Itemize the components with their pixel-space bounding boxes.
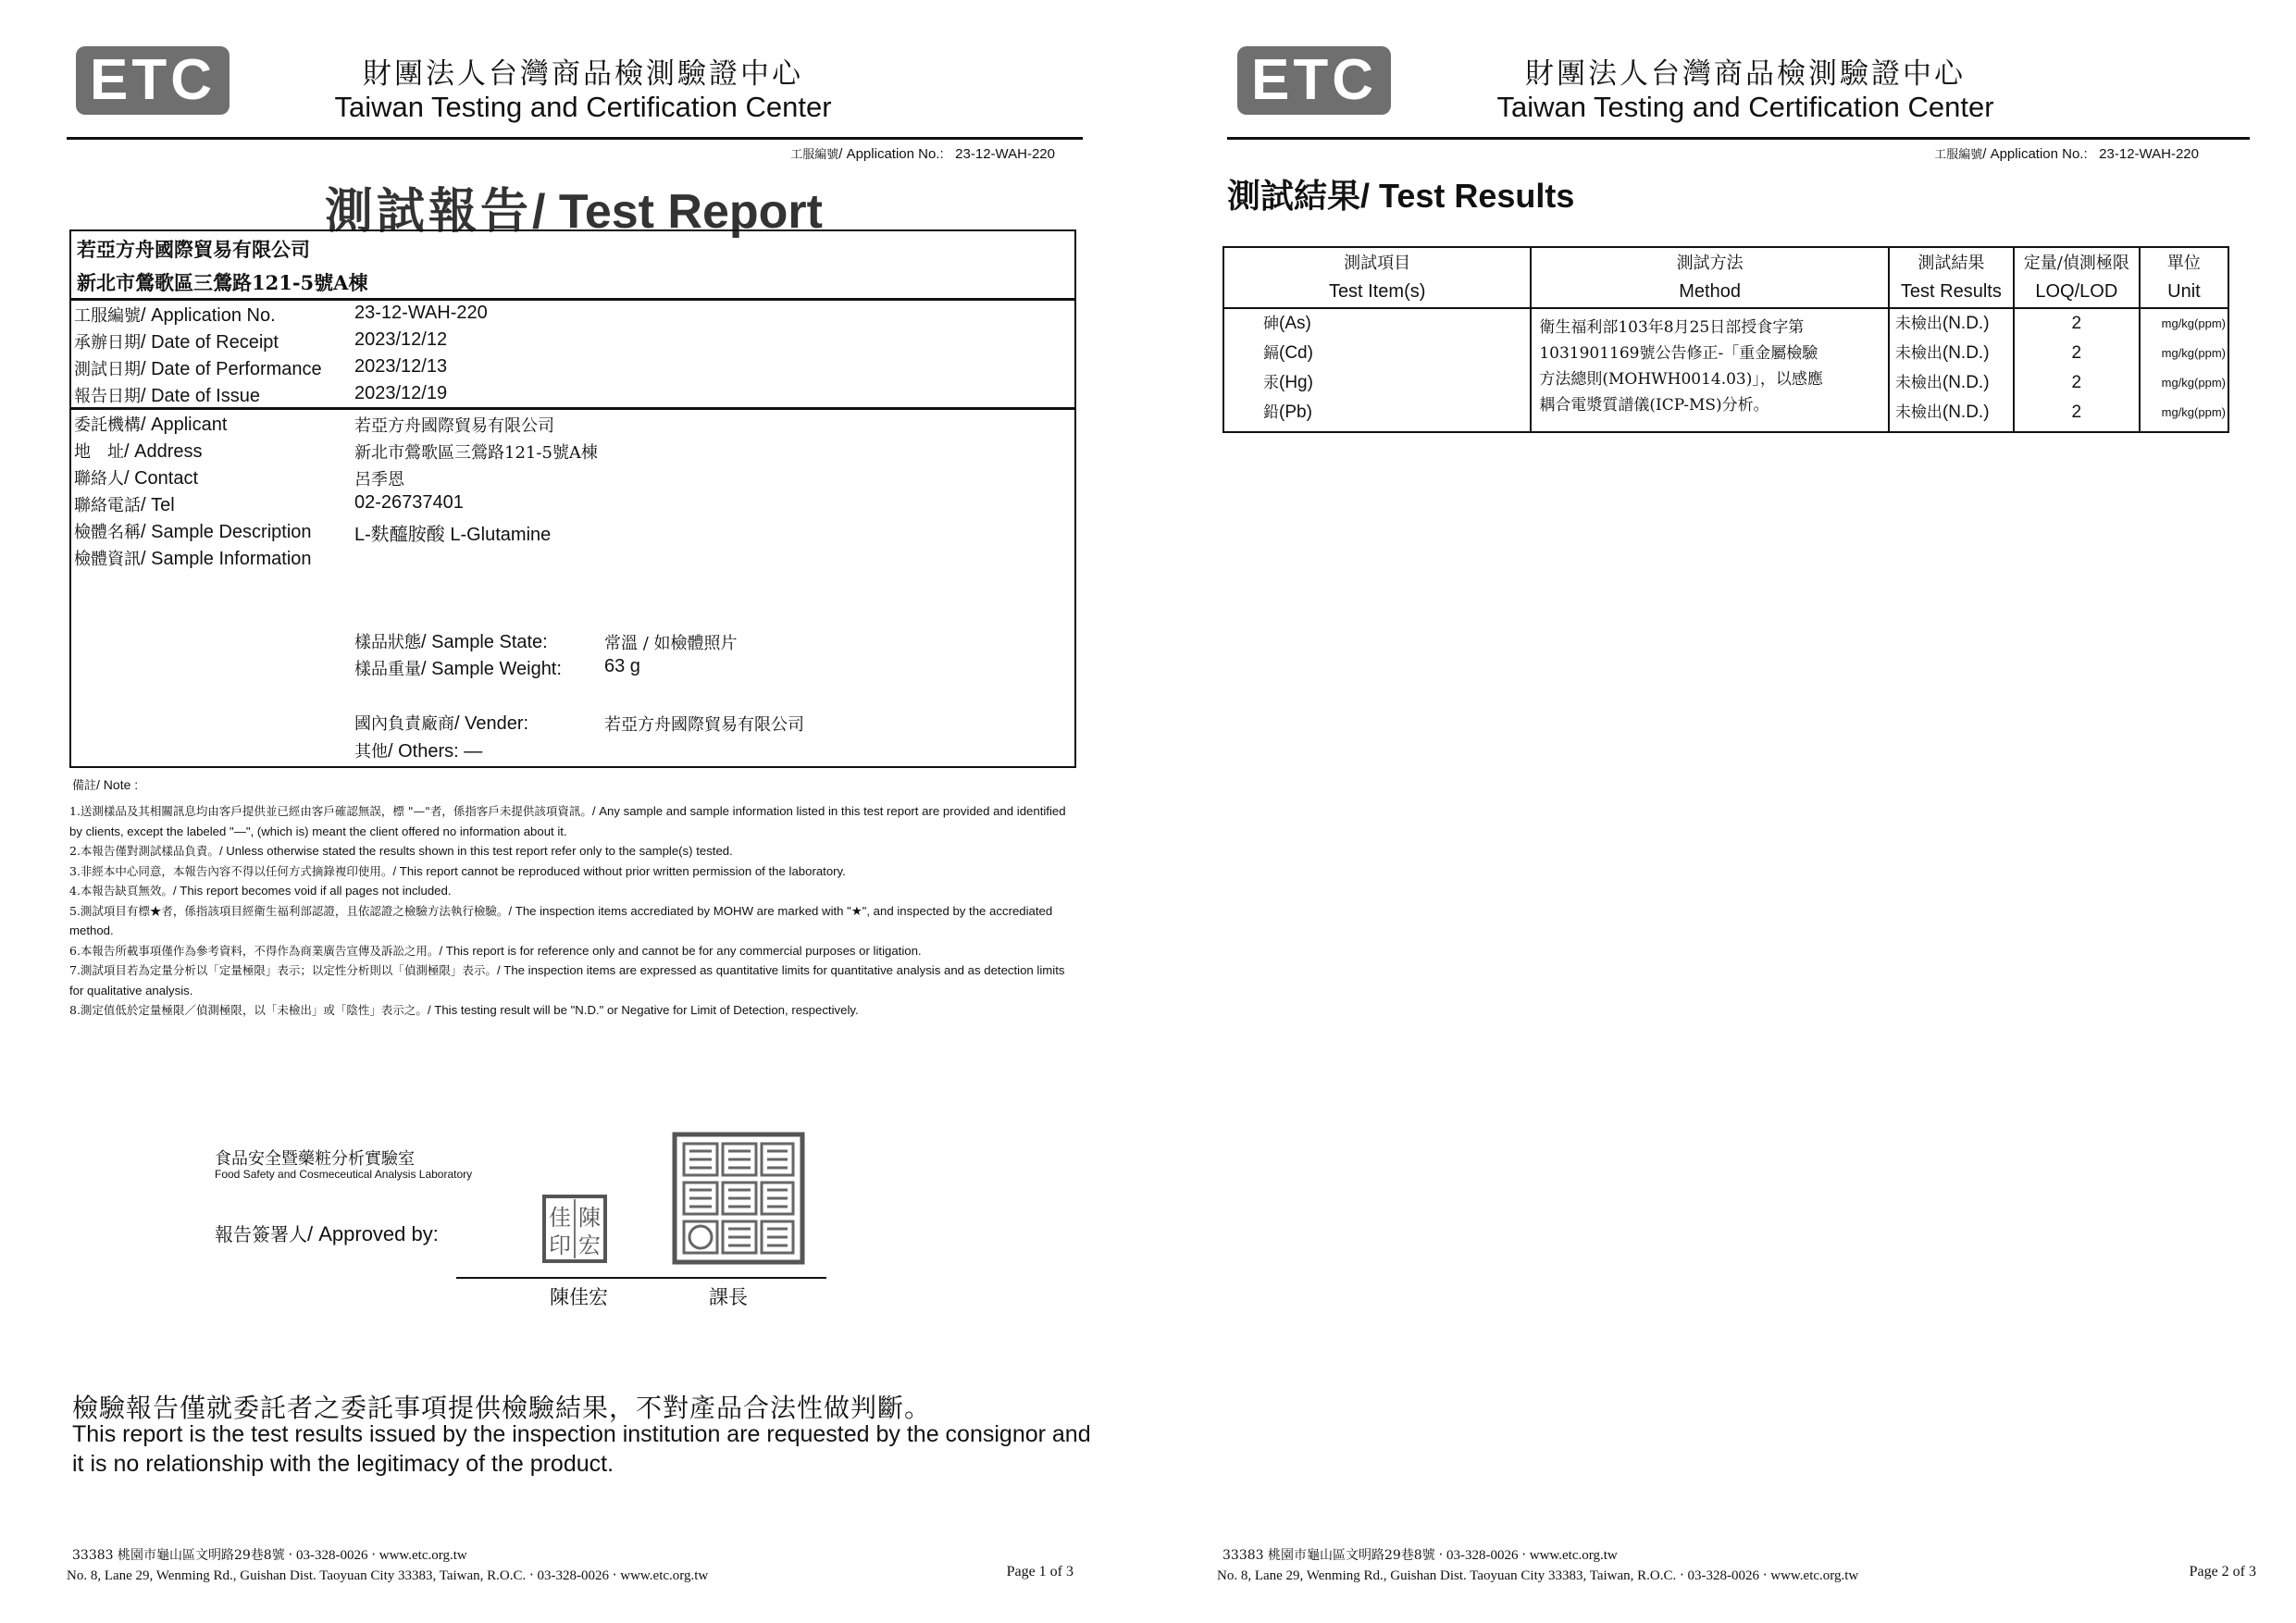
results-title: 測試結果/ Test Results: [1227, 177, 1575, 216]
notes-list: [69, 801, 1078, 1021]
applicant-box: [69, 408, 1076, 768]
date-row: 承辦日期/ Date of Receipt: [74, 332, 279, 353]
seal-char: 印: [549, 1233, 571, 1258]
info-value: L-麩醯胺酸 L-Glutamine: [354, 525, 552, 545]
column-header: 定量/偵測極限 LOQ/LOD: [2014, 247, 2140, 308]
etc-logo: ETC: [1237, 46, 1391, 115]
table-header-row: [1223, 247, 2228, 308]
note-item: 6.本報告所載事項僅作為參考資料，不得作為商業廣告宣傳及訴訟之用。/ This report is for reference only and cannot be for any commercial purposes or litigation.: [69, 943, 922, 958]
vender-value: 若亞方舟國際貿易有限公司: [604, 715, 804, 735]
org-name-zh: 財團法人台灣商品檢測驗證中心: [1525, 57, 1966, 91]
header-divider: [67, 137, 1083, 140]
org-name-en: Taiwan Testing and Certification Center: [334, 91, 832, 123]
info-label: 委託機構/ Applicant: [74, 415, 228, 435]
lab-name-en: Food Safety and Cosmeceutical Analysis Laboratory: [215, 1168, 473, 1181]
note-item: 2.本報告僅對測試樣品負責。/ Unless otherwise stated the results shown in this test report refer only to the sample(s) tested.: [69, 844, 733, 858]
note-item: 4.本報告缺頁無效。/ This report becomes void if all pages not included.: [69, 884, 452, 898]
dates-box: [69, 299, 1076, 409]
org-name-en: Taiwan Testing and Certification Center: [1496, 91, 1994, 123]
organization-seal-icon: [671, 1131, 806, 1266]
date-row: 工服編號/ Application No.: [74, 305, 276, 326]
note-item: 7.測試項目若為定量分析以「定量極限」表示；以定性分析則以「偵測極限」表示。/ The inspection items are expressed as quantitative limits for quantitative analysis and as detection limits for qualitative analysis.: [69, 963, 1065, 997]
footer-address-zh: 33383 桃園市龜山區文明路29巷8號 ‧ 03-328-0026 ‧ www.etc.org.tw: [1222, 1548, 1618, 1563]
signer-name: 陳佳宏: [550, 1286, 608, 1308]
info-label: 檢體名稱/ Sample Description: [74, 522, 312, 542]
info-value: 呂季恩: [354, 470, 404, 489]
method-line: 衛生福利部103年8月25日部授食字第: [1539, 318, 1805, 337]
info-label: 聯絡電話/ Tel: [74, 495, 175, 515]
method-line: 方法總則(MOHWH0014.03)」，以感應: [1539, 370, 1823, 389]
method-cell: [1531, 308, 1889, 432]
column-header: 測試項目 Test Item(s): [1223, 247, 1531, 308]
loq-value: 2: [2071, 403, 2082, 422]
footer-address-en: No. 8, Lane 29, Wenming Rd., Guishan Dist. Taoyuan City 33383, Taiwan, R.O.C. ‧ 03-328-0026 ‧ www.etc.org.tw: [1217, 1568, 1859, 1583]
application-number: 工服編號/ Application No.: 23-12-WAH-220: [1934, 146, 2199, 162]
report-title: 測試報告/ Test Report: [325, 183, 823, 240]
test-item: 鉛(Pb): [1263, 403, 1312, 422]
header-divider: [1227, 137, 2250, 140]
unit-value: mg/kg(ppm): [2161, 316, 2226, 330]
date-value: 2023/12/12: [354, 329, 448, 350]
unit-cell: [2140, 308, 2228, 432]
info-value: 若亞方舟國際貿易有限公司: [354, 416, 554, 436]
column-header: 測試結果 Test Results: [1889, 247, 2014, 308]
date-row: 測試日期/ Date of Performance: [74, 359, 322, 379]
unit-value: mg/kg(ppm): [2161, 405, 2226, 419]
test-item: 汞(Hg): [1263, 373, 1313, 392]
personal-seal-icon: [541, 1194, 608, 1264]
table-row: [1223, 308, 2228, 432]
note-item: 3.非經本中心同意，本報告內容不得以任何方式摘錄複印使用。/ This report cannot be reproduced without prior written permission of the laboratory.: [69, 863, 846, 878]
company-name: 若亞方舟國際貿易有限公司: [77, 238, 310, 261]
date-value: 2023/12/13: [354, 356, 448, 377]
info-label: 地 址/ Address: [74, 441, 203, 462]
method-line: 1031901169號公告修正-「重金屬檢驗: [1539, 344, 1818, 363]
info-value: 新北市鶯歌區三鶯路121-5號A棟: [354, 443, 598, 463]
date-row: 報告日期/ Date of Issue: [74, 386, 260, 406]
disclaimer-en: This report is the test results issued by the inspection institution are requested by the consignor and it is no relationship with the legitimacy of the product.: [72, 1421, 1091, 1477]
page-number: Page 1 of 3: [1006, 1564, 1074, 1580]
application-number: 工服編號/ Application No.: 23-12-WAH-220: [790, 146, 1055, 162]
sample-weight-value: 63 g: [604, 656, 640, 676]
others-label: 其他/ Others: —: [354, 741, 483, 762]
loq-value: 2: [2071, 343, 2082, 363]
unit-value: mg/kg(ppm): [2161, 346, 2226, 360]
signer-title: 課長: [709, 1286, 748, 1308]
org-name-zh: 財團法人台灣商品檢測驗證中心: [363, 57, 803, 91]
note-item: 5.測試項目有標★者，係指該項目經衛生福利部認證，且依認證之檢驗方法執行檢驗。/ The inspection items accrediated by MOHW are marked with "★", and inspected by the accrediated method.: [69, 903, 1053, 937]
note-item: 1.送測樣品及其相關訊息均由客戶提供並已經由客戶確認無誤，標 "—"者，係指客戶未提供該項資訊。/ Any sample and sample information listed in this test report are provided and identified by clients, except the labeled "—", (which is) meant the client offered no information about it.: [69, 804, 1066, 838]
column-header: 單位 Unit: [2140, 247, 2228, 308]
seal-char: 宏: [578, 1233, 601, 1258]
footer-address-zh: 33383 桃園市龜山區文明路29巷8號 ‧ 03-328-0026 ‧ www.etc.org.tw: [72, 1548, 467, 1563]
column-header: 測試方法 Method: [1531, 247, 1889, 308]
company-address: 新北市鶯歌區三鶯路121-5號A棟: [77, 271, 368, 294]
test-item: 鎘(Cd): [1263, 343, 1313, 363]
company-box: [69, 229, 1076, 300]
note-item: 8.測定值低於定量極限／偵測極限，以「未檢出」或「陰性」表示之。/ This testing result will be "N.D." or Negative for Limit of Detection, respectively.: [69, 1003, 859, 1017]
method-line: 耦合電漿質譜儀(ICP-MS)分析。: [1539, 396, 1769, 415]
results-table: [1222, 246, 2229, 433]
seal-char: 陳: [578, 1205, 601, 1231]
page-number: Page 2 of 3: [2189, 1564, 2256, 1580]
results-cell: [1889, 308, 2014, 432]
test-item: 砷(As): [1263, 314, 1311, 333]
etc-logo: ETC: [76, 46, 230, 115]
test-result: 未檢出(N.D.): [1894, 373, 1990, 392]
sample-weight-label: 樣品重量/ Sample Weight:: [354, 659, 562, 679]
loq-value: 2: [2071, 373, 2082, 392]
vender-label: 國內負責廠商/ Vender:: [354, 713, 529, 734]
report-page-2: [1148, 0, 2296, 1623]
date-value: 23-12-WAH-220: [354, 303, 488, 323]
info-value: 02-26737401: [354, 492, 464, 513]
test-result: 未檢出(N.D.): [1894, 314, 1990, 333]
loq-value: 2: [2071, 314, 2082, 333]
sample-state-label: 樣品狀態/ Sample State:: [354, 632, 548, 652]
disclaimer-zh: 檢驗報告僅就委託者之委託事項提供檢驗結果，不對產品合法性做判斷。: [72, 1393, 932, 1423]
unit-value: mg/kg(ppm): [2161, 376, 2226, 390]
approved-by: 報告簽署人/ Approved by:: [215, 1222, 439, 1245]
lab-name-zh: 食品安全暨藥粧分析實驗室: [215, 1149, 415, 1169]
sample-state-value: 常溫 / 如檢體照片: [604, 634, 738, 653]
info-label: 檢體資訊/ Sample Information: [74, 549, 312, 569]
footer-address-en: No. 8, Lane 29, Wenming Rd., Guishan Dist. Taoyuan City 33383, Taiwan, R.O.C. ‧ 03-328-0026 ‧ www.etc.org.tw: [67, 1568, 709, 1583]
test-result: 未檢出(N.D.): [1894, 343, 1990, 363]
info-label: 聯絡人/ Contact: [74, 468, 199, 489]
note-title: 備註/ Note :: [72, 777, 139, 793]
date-value: 2023/12/19: [354, 383, 448, 403]
others-value: —: [464, 741, 483, 762]
signature-line: [456, 1277, 826, 1279]
seal-char: 佳: [549, 1205, 571, 1231]
loq-cell: [2014, 308, 2140, 432]
test-result: 未檢出(N.D.): [1894, 403, 1990, 422]
test-items-cell: [1223, 308, 1531, 432]
